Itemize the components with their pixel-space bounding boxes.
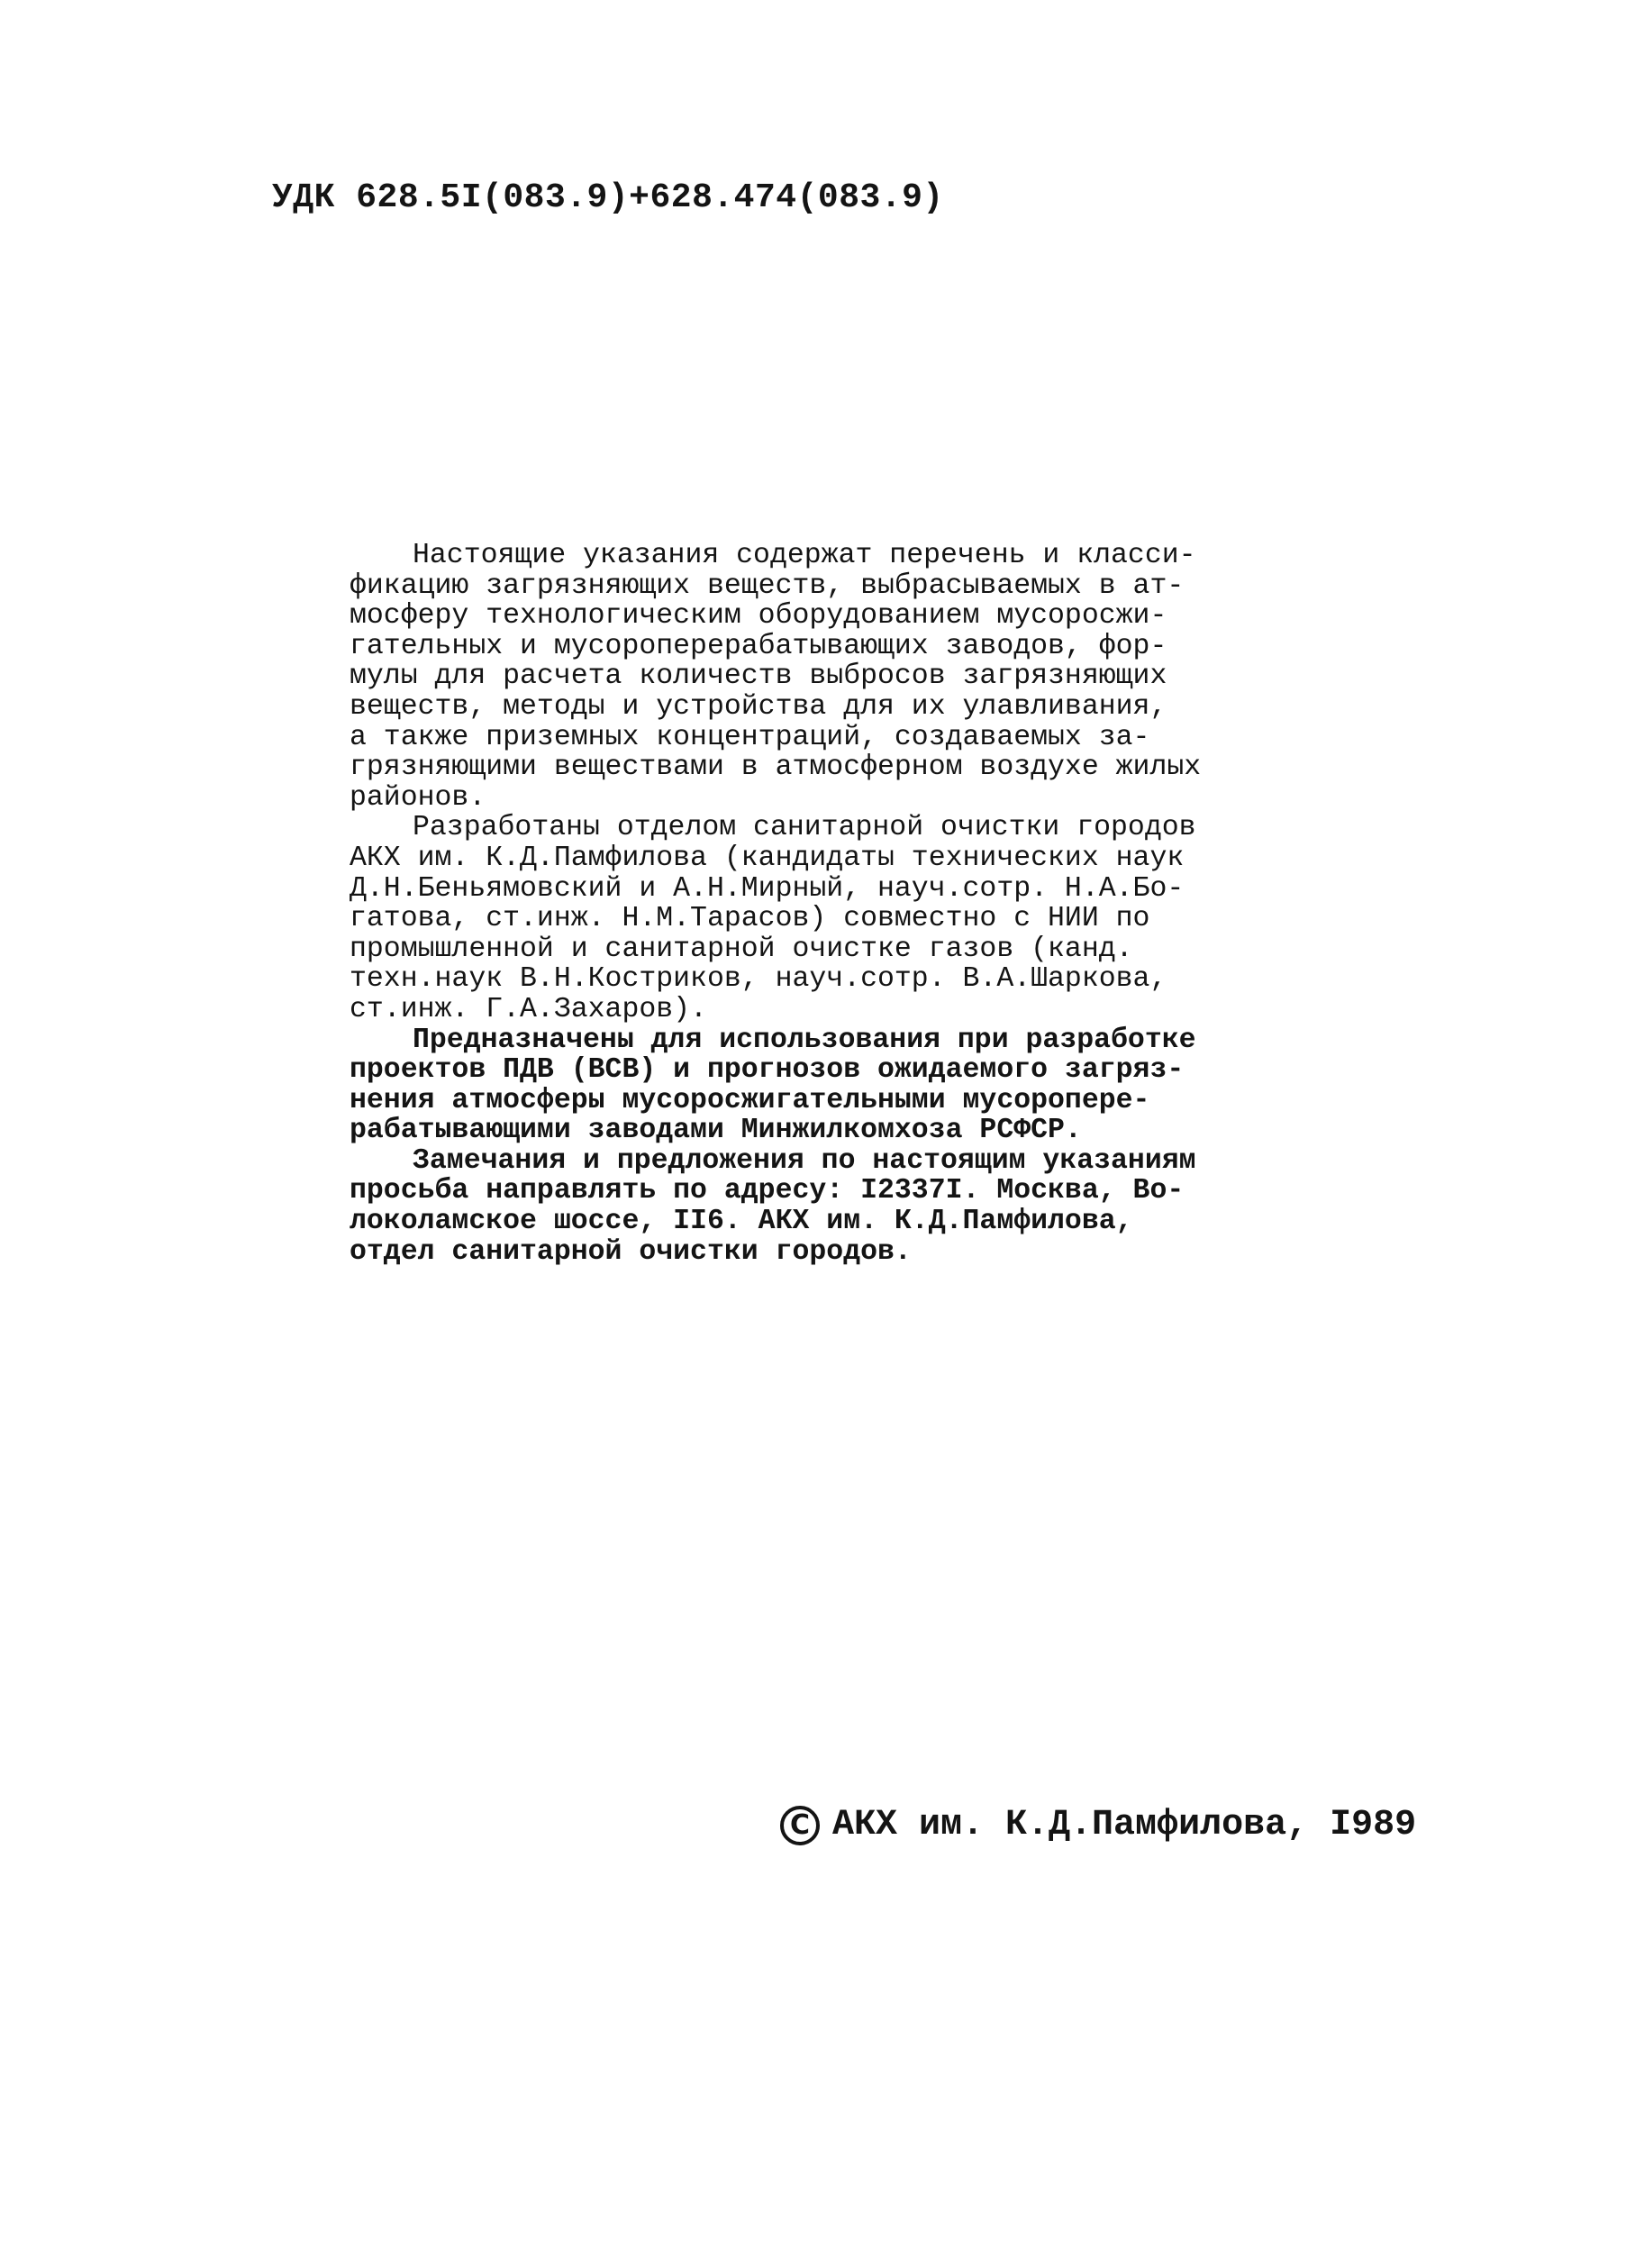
annotation-text: [350, 541, 1340, 1267]
text-line: проектов ПДВ (ВСВ) и прогнозов ожидаемого загряз-: [350, 1054, 1185, 1087]
text-line: просьба направлять по адресу: I2337I. Москва, Во-: [350, 1175, 1185, 1207]
text-line: промышленной и санитарной очистке газов (канд.: [350, 933, 1133, 965]
text-line: Предназначены для использования при разработке: [413, 1024, 1196, 1056]
text-line: рабатывающими заводами Минжилкомхоза РСФСР.: [350, 1115, 1082, 1147]
text-line: мосферу технологическим оборудованием мусоросжи-: [350, 600, 1167, 633]
text-line: Разработаны отделом санитарной очистки городов: [413, 812, 1196, 844]
copyright-notice: [780, 1805, 1416, 1845]
paragraph-description: [350, 541, 1340, 813]
text-line: Настоящие указания содержат перечень и класси-: [413, 540, 1196, 571]
copyright-icon: C: [780, 1806, 820, 1845]
text-line: нения атмосферы мусоросжигательными мусоропере-: [350, 1084, 1150, 1116]
text-line: фикацию загрязняющих веществ, выбрасываемых в ат-: [350, 569, 1185, 602]
text-line: Д.Н.Беньямовский и А.Н.Мирный, науч.сотр. Н.А.Бо-: [350, 872, 1185, 905]
text-line: мулы для расчета количеств выбросов загрязняющих: [350, 660, 1167, 693]
text-line: гатова, ст.инж. Н.М.Тарасов) совместно с НИИ по: [350, 903, 1150, 935]
paragraph-contact: [350, 1146, 1340, 1267]
text-line: веществ, методы и устройства для их улавливания,: [350, 690, 1167, 723]
text-line: локоламское шоссе, II6. АКХ им. К.Д.Памфилова,: [350, 1206, 1133, 1238]
text-line: АКХ им. К.Д.Памфилова (кандидаты технических наук: [350, 842, 1185, 874]
text-line: техн.наук В.Н.Костриков, науч.сотр. В.А.Шаркова,: [350, 963, 1167, 996]
paragraph-purpose: [350, 1025, 1340, 1146]
text-line: грязняющими веществами в атмосферном воздухе жилых: [350, 751, 1202, 784]
text-line: отдел санитарной очистки городов.: [350, 1235, 912, 1268]
paragraph-authors: [350, 813, 1340, 1025]
copyright-text: АКХ им. К.Д.Памфилова, I989: [832, 1805, 1417, 1845]
text-line: а также приземных концентраций, создаваемых за-: [350, 721, 1150, 753]
text-line: гательных и мусороперерабатывающих заводов, фор-: [350, 630, 1167, 662]
text-line: Замечания и предложения по настоящим указаниям: [413, 1144, 1196, 1177]
udk-classification: УДК 628.5I(083.9)+628.474(083.9): [272, 178, 944, 217]
text-line: ст.инж. Г.А.Захаров).: [350, 993, 707, 1025]
text-line: районов.: [350, 781, 486, 814]
